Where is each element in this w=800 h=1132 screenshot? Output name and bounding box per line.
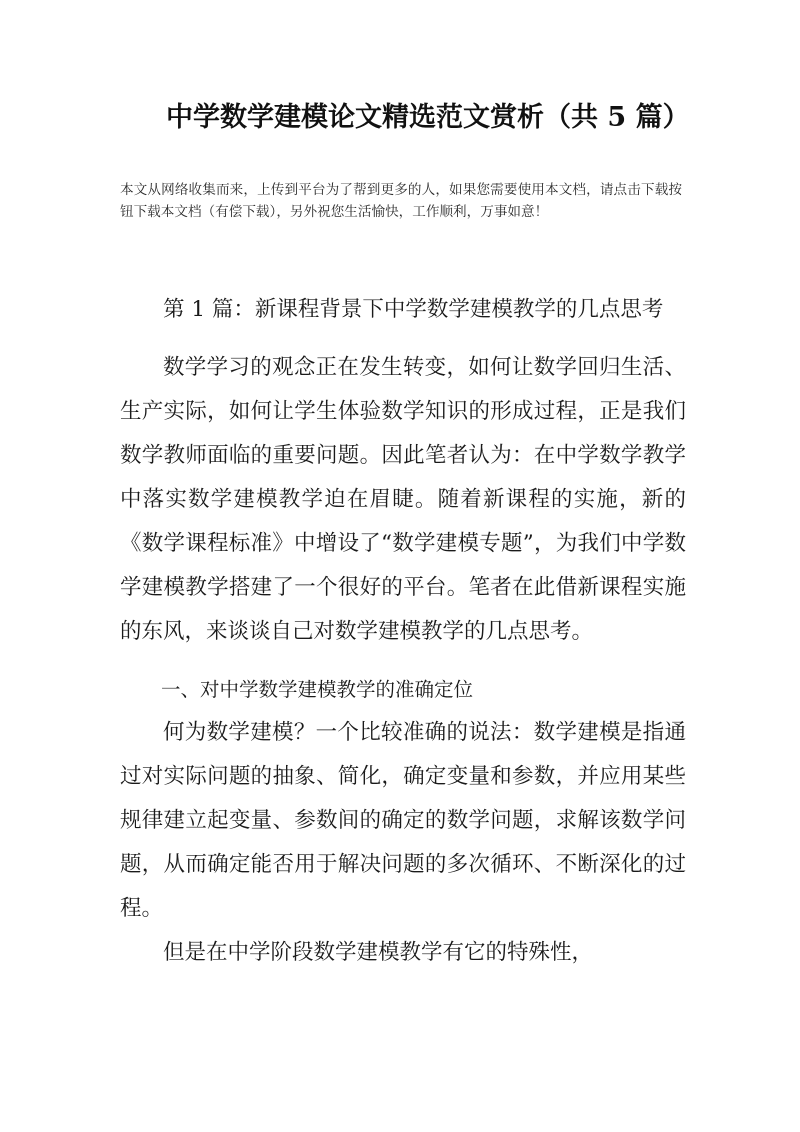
section-heading: 第 1 篇：新课程背景下中学数学建模教学的几点思考 [163, 297, 664, 322]
subsection-heading: 一、对中学数学建模教学的准确定位 [160, 678, 473, 701]
body-paragraph: 何为数学建模？一个比较准确的说法：数学建模是指通过对实际问题的抽象、简化，确定变量和参数，并应用某些规律建立起变量、参数间的确定的数学问题，求解该数学问题，从而确定能否用于解决问题的多次循环、不断深化的过程。 [120, 720, 686, 921]
spacer [120, 332, 686, 346]
spacer [120, 654, 686, 668]
body-paragraph: 但是在中学阶段数学建模教学有它的特殊性， [163, 940, 594, 965]
document-body [120, 288, 686, 975]
document-title: 中学数学建模论文精选范文赏析（共 5 篇） [166, 102, 690, 133]
body-paragraph: 数学学习的观念正在发生转变，如何让数学回归生活、生产实际，如何让学生体验数学知识的形成过程，正是我们数学教师面临的重要问题。因此笔者认为：在中学数学教学中落实数学建模教学迫在眉睫。随着新课程的实施，新的《数学课程标准》中增设了“数学建模专题”，为我们中学数学建模教学搭建了一个很好的平台。笔者在此借新课程实施的东风，来谈谈自己对数学建模教学的几点思考。 [120, 355, 686, 644]
document-notice: 本文从网络收集而来，上传到平台为了帮到更多的人，如果您需要使用本文档，请点击下载按钮下载本文档（有偿下载），另外祝您生活愉快，工作顺利，万事如意！ [120, 182, 682, 220]
